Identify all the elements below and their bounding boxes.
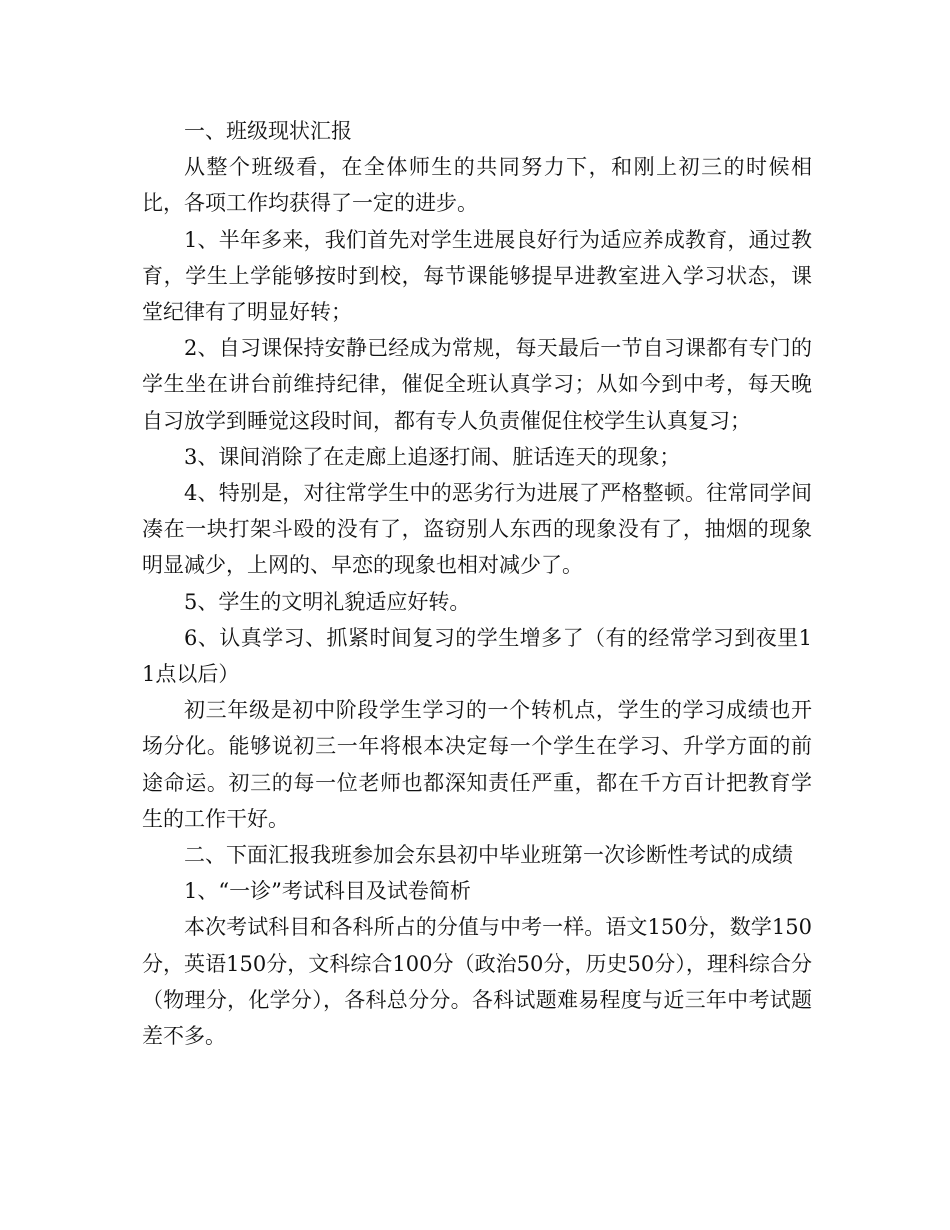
subheading-exam-subjects: 1、“一诊”考试科目及试卷简析 — [184, 879, 471, 904]
list-item-2: 2、自习课保持安静已经成为常规，每天最后一节自习课都有专门的学生坐在讲台前维持纪律，催促全班认真学习；从如今到中考，每天晚自习放学到睡觉这段时间，都有专人负责催促住校学生认真复习； — [142, 336, 812, 433]
document-body — [142, 113, 812, 1054]
section-heading-exam-report: 二、下面汇报我班参加会东县初中毕业班第一次诊断性考试的成绩 — [184, 843, 793, 868]
list-item-4: 4、特别是，对往常学生中的恶劣行为进展了严格整顿。往常同学间凑在一块打架斗殴的没有了，盗窃别人东西的现象没有了，抽烟的现象明显减少，上网的、早恋的现象也相对减少了。 — [142, 481, 812, 578]
paragraph-grade-three: 初三年级是初中阶段学生学习的一个转机点，学生的学习成绩也开场分化。能够说初三一年将根本决定每一个学生在学习、升学方面的前途命运。初三的每一位老师也都深知责任严重，都在千方百计把教育学生的工作干好。 — [142, 698, 812, 831]
list-item-6: 6、认真学习、抓紧时间复习的学生增多了（有的经常学习到夜里11点以后） — [142, 625, 812, 687]
list-item-5: 5、学生的文明礼貌适应好转。 — [184, 589, 471, 614]
list-item-1: 1、半年多来，我们首先对学生进展良好行为适应养成教育，通过教育，学生上学能够按时到校，每节课能够提早进教室进入学习状态，课堂纪律有了明显好转； — [142, 227, 812, 325]
paragraph-overview: 从整个班级看，在全体师生的共同努力下，和刚上初三的时候相比，各项工作均获得了一定的进步。 — [142, 155, 812, 216]
section-heading-class-status: 一、班级现状汇报 — [184, 119, 352, 143]
paragraph-exam-details: 本次考试科目和各科所占的分值与中考一样。语文150分，数学150分，英语150分，文科综合100分（政治50分，历史50分），理科综合分（物理分，化学分），各科总分分。各科试题难易程度与近三年中考试题差不多。 — [142, 915, 812, 1049]
list-item-3: 3、课间消除了在走廊上追逐打闹、脏话连天的现象； — [184, 444, 681, 469]
